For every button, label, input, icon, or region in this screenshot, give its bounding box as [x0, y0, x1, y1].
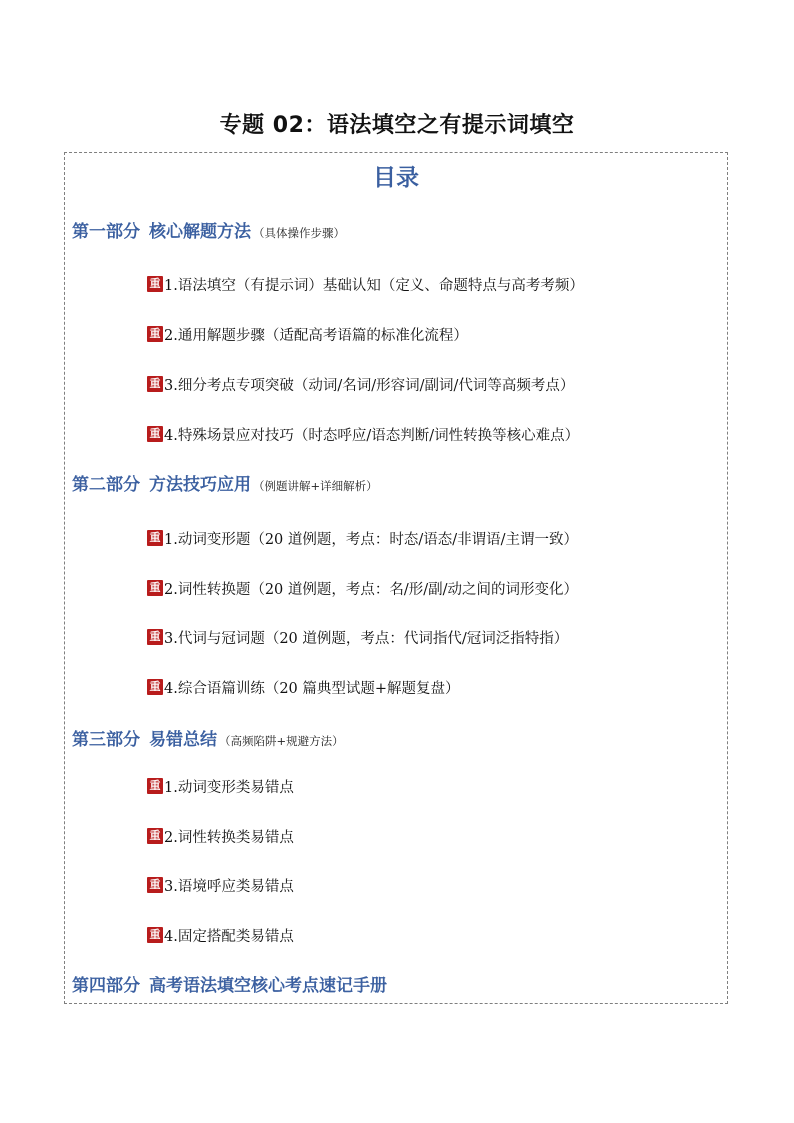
- part-3-heading[interactable]: [72, 728, 344, 753]
- table-of-contents: [64, 152, 728, 1004]
- toc-item[interactable]: [147, 529, 578, 551]
- key-point-icon: 重: [147, 629, 163, 645]
- key-point-icon: 重: [147, 679, 163, 695]
- toc-item[interactable]: [147, 678, 460, 700]
- key-point-icon: 重: [147, 580, 163, 596]
- key-point-icon: 重: [147, 326, 163, 342]
- toc-item-label: 2.词性转换类易错点: [164, 830, 294, 846]
- key-point-icon: 重: [147, 877, 163, 893]
- part-note: （例题讲解+详细解析）: [253, 479, 378, 493]
- key-point-icon: 重: [147, 828, 163, 844]
- toc-item-label: 1.动词变形题（20 道例题，考点：时态/语态/非谓语/主谓一致）: [164, 532, 579, 548]
- toc-item-label: 1.语法填空（有提示词）基础认知（定义、命题特点与高考考频）: [164, 278, 584, 294]
- part-1-heading[interactable]: [72, 220, 345, 245]
- toc-item[interactable]: [147, 579, 578, 601]
- part-2-heading[interactable]: [72, 473, 378, 498]
- toc-item[interactable]: [147, 876, 294, 898]
- part-4-heading[interactable]: [72, 974, 387, 998]
- toc-item-label: 1.动词变形类易错点: [164, 780, 294, 796]
- toc-item-label: 4.固定搭配类易错点: [164, 929, 294, 945]
- toc-item[interactable]: [147, 827, 294, 849]
- toc-item-label: 4.综合语篇训练（20 篇典型试题+解题复盘）: [164, 681, 460, 697]
- toc-item[interactable]: [147, 325, 468, 347]
- toc-item[interactable]: [147, 926, 294, 948]
- part-title: 核心解题方法: [149, 222, 251, 242]
- key-point-icon: 重: [147, 927, 163, 943]
- toc-item[interactable]: [147, 425, 579, 447]
- key-point-icon: 重: [147, 426, 163, 442]
- toc-item-label: 2.通用解题步骤（适配高考语篇的标准化流程）: [164, 328, 468, 344]
- part-note: （具体操作步骤）: [253, 226, 345, 240]
- part-number: 第三部分: [72, 730, 140, 750]
- toc-item[interactable]: [147, 777, 294, 799]
- toc-item-label: 2.词性转换题（20 道例题，考点：名/形/副/动之间的词形变化）: [164, 582, 579, 598]
- toc-item[interactable]: [147, 375, 574, 397]
- page-title: 专题 02：语法填空之有提示词填空: [219, 113, 575, 138]
- part-title: 易错总结: [149, 730, 217, 750]
- toc-item[interactable]: [147, 628, 568, 650]
- key-point-icon: 重: [147, 376, 163, 392]
- toc-heading: 目录: [373, 165, 419, 191]
- part-title: 方法技巧应用: [149, 475, 251, 495]
- part-number: 第二部分: [72, 475, 140, 495]
- part-title: 高考语法填空核心考点速记手册: [149, 976, 387, 996]
- toc-item-label: 3.细分考点专项突破（动词/名词/形容词/副词/代词等高频考点）: [164, 378, 575, 394]
- key-point-icon: 重: [147, 530, 163, 546]
- toc-item-label: 3.代词与冠词题（20 道例题，考点：代词指代/冠词泛指特指）: [164, 631, 569, 647]
- toc-item[interactable]: [147, 275, 584, 297]
- part-number: 第一部分: [72, 222, 140, 242]
- key-point-icon: 重: [147, 276, 163, 292]
- part-number: 第四部分: [72, 976, 140, 996]
- part-note: （高频陷阱+规避方法）: [219, 734, 344, 748]
- toc-item-label: 4.特殊场景应对技巧（时态呼应/语态判断/词性转换等核心难点）: [164, 428, 580, 444]
- toc-item-label: 3.语境呼应类易错点: [164, 879, 294, 895]
- key-point-icon: 重: [147, 778, 163, 794]
